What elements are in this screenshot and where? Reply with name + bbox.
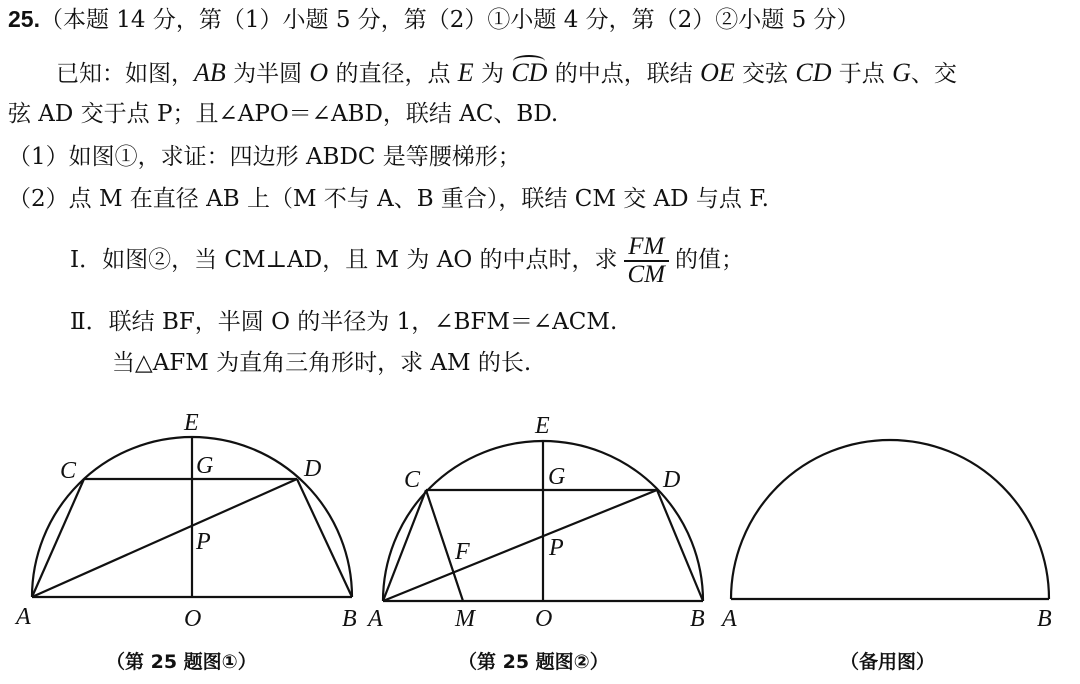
fig1-label-a: A xyxy=(16,604,31,630)
fig2-label-m: M xyxy=(455,606,475,632)
fig2-label-c: C xyxy=(404,467,421,493)
given-text: 为 xyxy=(473,61,512,87)
fig2-chord-bd xyxy=(657,490,703,601)
arc-cd: CD xyxy=(511,58,548,87)
fig1-label-o: O xyxy=(184,606,202,632)
fig1-chord-ad xyxy=(32,479,297,597)
fig1-label-e: E xyxy=(184,410,199,436)
fig3-label-a: A xyxy=(722,606,737,632)
given-text: 交弦 xyxy=(734,61,796,87)
given-text: 于点 xyxy=(831,61,893,87)
given-text: 的中点，联结 xyxy=(547,61,701,87)
given-text: 的直径，点 xyxy=(328,61,458,87)
part-1: （1）如图①，求证：四边形 ABDC 是等腰梯形； xyxy=(8,144,521,170)
fig2-label-f: F xyxy=(455,539,470,565)
fig1-chord-ac xyxy=(32,479,84,597)
score-note: （本题 14 分，第（1）小题 5 分，第（2）①小题 4 分，第（2）②小题 5 分） xyxy=(39,7,860,33)
problem-number: 25. xyxy=(8,6,40,32)
given-term: G xyxy=(892,58,911,87)
given-text: 、交 xyxy=(910,61,957,87)
part-2-i-text: 的值； xyxy=(675,247,744,273)
fig1-chord-bd xyxy=(297,479,352,597)
given-term: OE xyxy=(700,58,735,87)
given-term: O xyxy=(309,58,329,87)
fig2-label-e: E xyxy=(535,413,550,439)
part-2: （2）点 M 在直径 AB 上（M 不与 A、B 重合），联结 CM 交 AD 与点 F. xyxy=(8,186,769,212)
given-line-2: 弦 AD 交于点 P；且∠APO＝∠ABD，联结 AC、BD. xyxy=(8,101,559,127)
fig2-chord-ad xyxy=(383,490,657,601)
given-term: E xyxy=(457,58,474,87)
fig1-label-c: C xyxy=(60,458,77,484)
given-term: CD xyxy=(795,58,832,87)
given-term: AB xyxy=(194,58,226,87)
fig3-caption: （备用图） xyxy=(840,651,936,673)
fig2-label-g: G xyxy=(548,464,566,490)
part-2-ii-b: 当△AFM 为直角三角形时，求 AM 的长. xyxy=(112,350,532,376)
fig2-caption: （第 25 题图②） xyxy=(458,651,609,673)
fig3-label-b: B xyxy=(1037,606,1052,632)
fig1-label-d: D xyxy=(304,456,322,482)
fig2-chord-ac xyxy=(383,490,426,601)
fig3-semicircle xyxy=(731,440,1049,599)
fig1-label-p: P xyxy=(196,529,211,555)
given-text: 为半圆 xyxy=(225,61,310,87)
fig2-label-a: A xyxy=(368,606,383,632)
fig1-label-g: G xyxy=(196,453,214,479)
figure-2 xyxy=(383,441,703,601)
fraction-denominator: CM xyxy=(627,261,665,288)
fig2-label-p: P xyxy=(549,535,564,561)
fig1-label-b: B xyxy=(342,606,357,632)
fig2-label-o: O xyxy=(535,606,553,632)
fig2-label-d: D xyxy=(663,467,681,493)
part-2-i-text: Ⅰ．如图②，当 CM⊥AD，且 M 为 AO 的中点时，求 xyxy=(70,247,618,273)
figure-3 xyxy=(731,440,1049,599)
part-2-ii: Ⅱ．联结 BF，半圆 O 的半径为 1，∠BFM＝∠ACM. xyxy=(70,309,618,335)
fraction-numerator: FM xyxy=(624,234,670,262)
fig2-label-b: B xyxy=(690,606,705,632)
fig1-caption: （第 25 题图①） xyxy=(106,651,257,673)
given-text: 已知：如图， xyxy=(56,61,194,87)
